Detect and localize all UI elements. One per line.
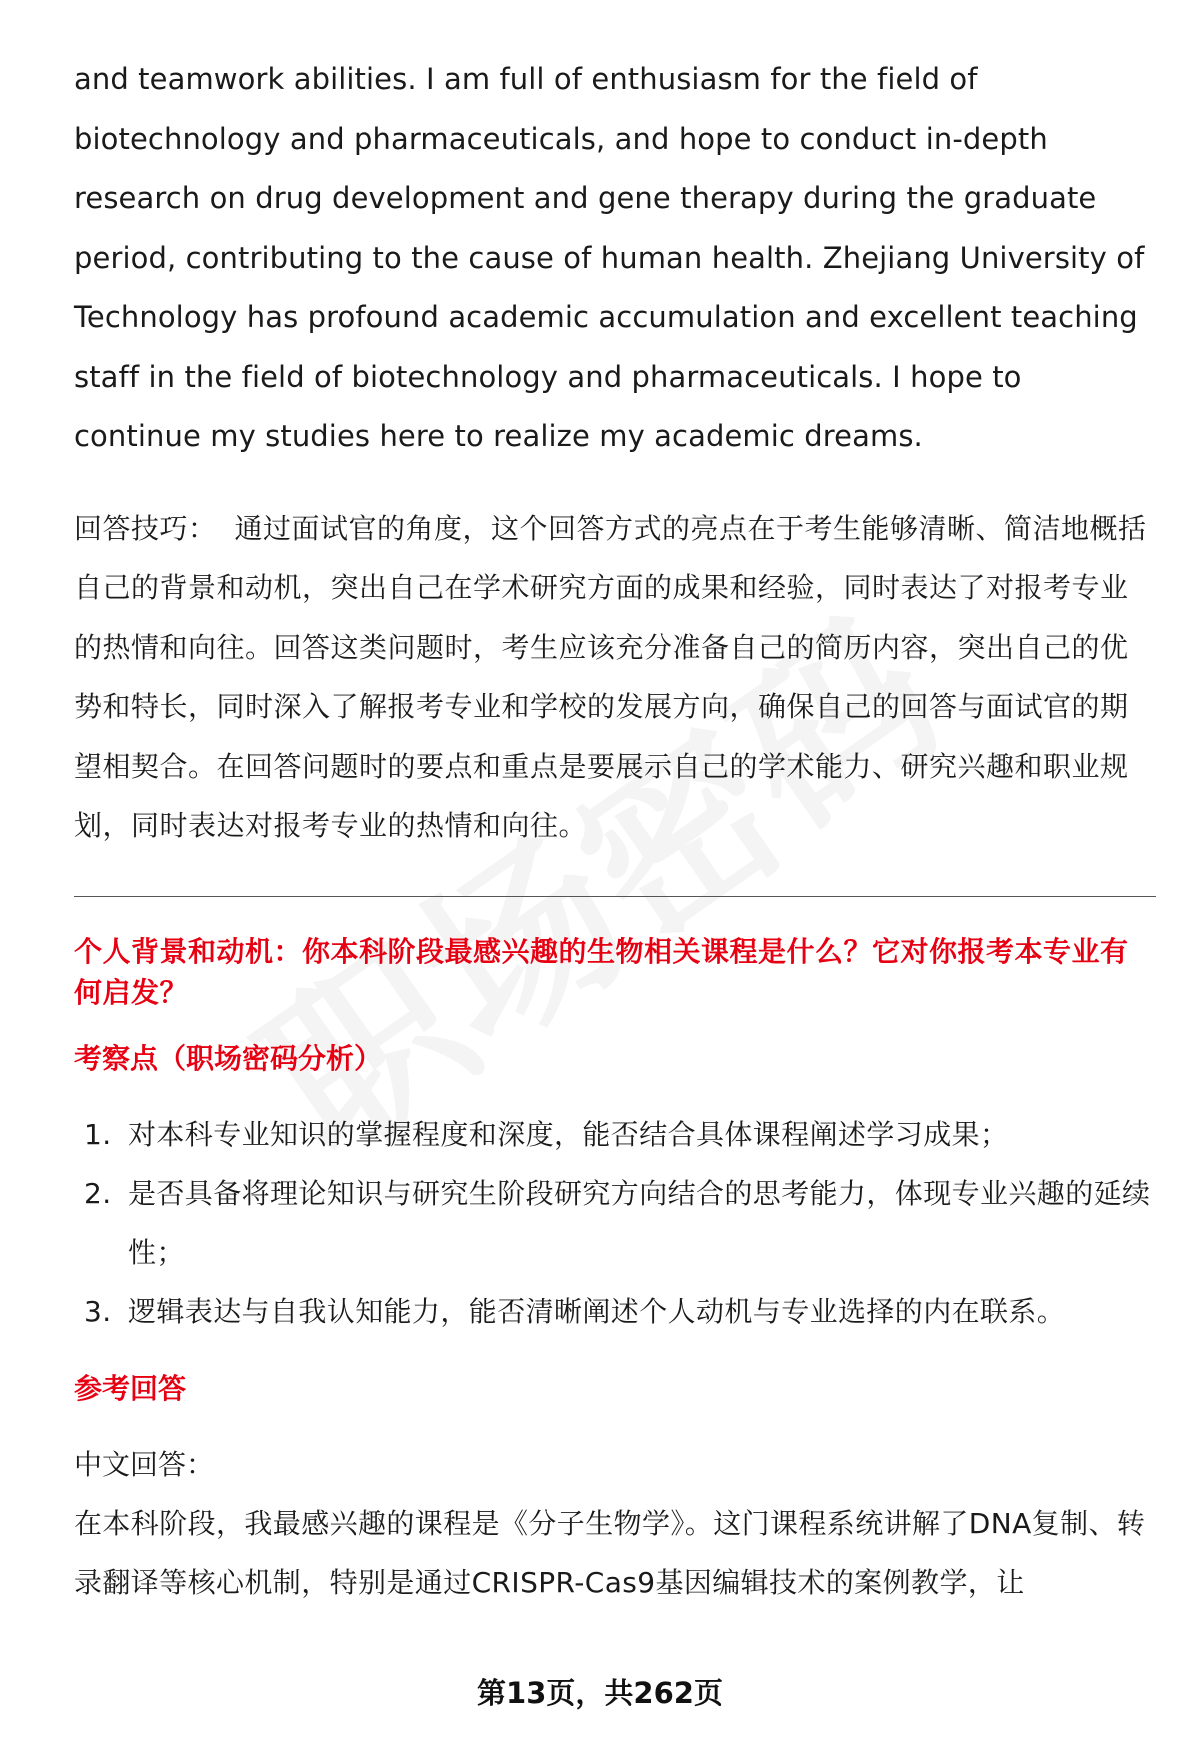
page-number-footer: 第13页，共262页	[477, 1676, 723, 1710]
answer-tips-text: 通过面试官的角度，这个回答方式的亮点在于考生能够清晰、简洁地概括自己的背景和动机，突出自己在学术研究方面的成果和经验，同时表达了对报考专业的热情和向往。回答这类问题时，考生应该充分准备自己的简历内容，突出自己的优势和特长，同时深入了解报考专业和学校的发展方向，确保自己的回答与面试官的期望相契合。在回答问题时的要点和重点是要展示自己的学术能力、研究兴趣和职业规划，同时表达对报考专业的热情和向往。	[74, 511, 1147, 842]
english-answer-paragraph: and teamwork abilities. I am full of enthusiasm for the field of biotechnology and pharmaceuticals, and hope to conduct in-depth research on drug development and gene therapy during the graduate period, contributing to the cause of human health. Zhejiang University of Technology has profound academic accumulation and excellent teaching staff in the field of biotechnology and pharmaceuticals. I hope to continue my studies here to realize my academic dreams.	[74, 62, 1145, 453]
answer-tips-paragraph	[74, 499, 1156, 856]
list-item-number: 3.	[84, 1294, 112, 1328]
document-page	[74, 50, 1156, 1612]
list-item	[74, 1282, 1156, 1341]
analysis-heading: 考察点（职场密码分析）	[74, 1041, 383, 1075]
answer-tips-label: 回答技巧：	[74, 511, 217, 545]
chinese-answer-label: 中文回答：	[74, 1447, 215, 1481]
section-divider	[74, 896, 1156, 897]
list-item-text: 对本科专业知识的掌握程度和深度，能否结合具体课程阐述学习成果；	[128, 1117, 1009, 1151]
chinese-answer-paragraph: 在本科阶段，我最感兴趣的课程是《分子生物学》。这门课程系统讲解了DNA复制、转录翻译等核心机制，特别是通过CRISPR-Cas9基因编辑技术的案例教学，让	[74, 1506, 1146, 1599]
list-item-text: 逻辑表达与自我认知能力，能否清晰阐述个人动机与专业选择的内在联系。	[128, 1294, 1066, 1328]
list-item-number: 2.	[84, 1176, 112, 1210]
analysis-points-list	[74, 1105, 1156, 1341]
reference-answer-heading: 参考回答	[74, 1371, 187, 1405]
question-title: 个人背景和动机：你本科阶段最感兴趣的生物相关课程是什么？它对你报考本专业有何启发？	[74, 934, 1129, 1009]
list-item-number: 1.	[84, 1117, 112, 1151]
list-item-text: 是否具备将理论知识与研究生阶段研究方向结合的思考能力，体现专业兴趣的延续性；	[128, 1176, 1151, 1269]
list-item	[74, 1164, 1156, 1282]
list-item	[74, 1105, 1156, 1164]
